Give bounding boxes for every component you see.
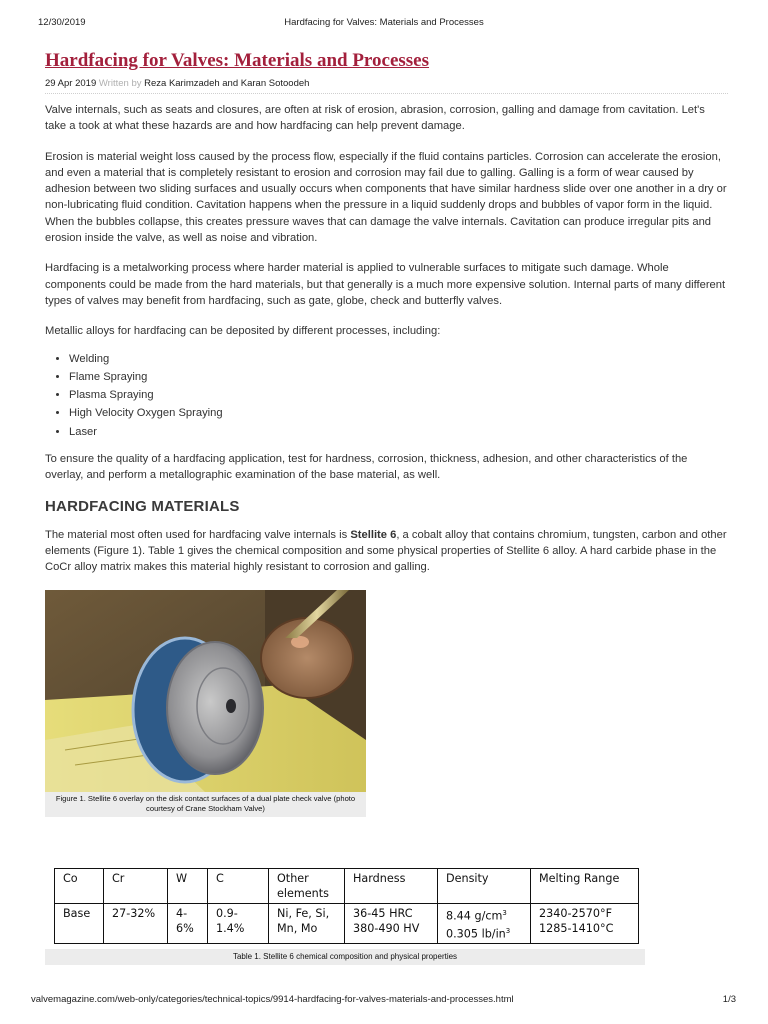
melting-celsius: 1285-1410°C — [539, 922, 614, 935]
hardness-hv: 380-490 HV — [353, 922, 420, 935]
table-1-container — [45, 868, 645, 965]
cell-cr: 27-32% — [104, 904, 168, 944]
list-item: • Laser — [69, 423, 728, 441]
paragraph-materials — [45, 527, 728, 576]
section-heading: HARDFACING MATERIALS — [45, 497, 240, 515]
written-by-label: Written by — [98, 78, 142, 89]
melting-fahrenheit: 2340-2570°F — [539, 907, 613, 920]
density-metric — [446, 906, 524, 924]
materials-text-before: The material most often used for hardfacing valve internals is — [45, 528, 351, 541]
list-item: • Flame Spraying — [69, 368, 728, 386]
header-other-elements: Other elements — [269, 869, 345, 904]
header-w: W — [168, 869, 208, 904]
cell-c: 0.9-1.4% — [208, 904, 269, 944]
table-row — [55, 904, 639, 944]
header-hardness: Hardness — [345, 869, 438, 904]
density-imperial-value: 0.305 lb/in — [446, 927, 506, 941]
density-metric-value: 8.44 g/cm — [446, 909, 503, 923]
density-imperial — [446, 924, 524, 942]
stellite-6-table — [54, 868, 639, 944]
header-melting-range: Melting Range — [531, 869, 639, 904]
figure-1 — [45, 590, 366, 817]
article-title[interactable]: Hardfacing for Valves: Materials and Processes — [45, 50, 430, 71]
header-co: Co — [55, 869, 104, 904]
print-header-title: Hardfacing for Valves: Materials and Processes — [284, 17, 484, 28]
table-caption: Table 1. Stellite 6 chemical composition and physical properties — [45, 949, 645, 965]
print-date: 12/30/2019 — [38, 17, 86, 28]
list-item: • High Velocity Oxygen Spraying — [69, 404, 728, 422]
paragraph-quality: To ensure the quality of a hardfacing application, test for hardness, corrosion, thickness, adhesion, and other characteristics of the overlay, and perform a metallographic examination of the base material, as well. — [45, 453, 688, 482]
byline — [45, 78, 728, 94]
density-imperial-exponent: 3 — [505, 926, 511, 935]
valve-disk-photo[interactable] — [45, 590, 366, 792]
paragraph-intro: Valve internals, such as seats and closures, are often at risk of erosion, abrasion, corrosion, galling and damage from cavitation. Let's take a took at what these hazards are and how hardfacing can help prevent damage. — [45, 104, 705, 133]
header-density: Density — [438, 869, 531, 904]
table-header-row — [55, 869, 639, 904]
list-item: • Plasma Spraying — [69, 386, 728, 404]
list-item: • Welding — [69, 350, 728, 368]
header-c: C — [208, 869, 269, 904]
cell-melting-range — [531, 904, 639, 944]
density-metric-exponent: 3 — [502, 909, 507, 917]
print-footer-url: valvemagazine.com/web-only/categories/technical-topics/9914-hardfacing-for-valves-materials-and-processes.html — [31, 994, 514, 1005]
article — [45, 50, 728, 817]
cell-co: Base — [55, 904, 104, 944]
cell-w: 4-6% — [168, 904, 208, 944]
stellite-6-term: Stellite 6 — [350, 528, 397, 541]
paragraph-erosion: Erosion is material weight loss caused by the process flow, especially if the fluid contains particles. Corrosion can accelerate the erosion, and even a material that is completely resistant to erosion and corrosion may fail due to galling. Galling is a form of wear caused by adhesion between two sliding surfaces and usually occurs when components that have similar hardness slide over one another in a dry or non-lubricating fluid condition. Cavitation happens when the pressure in a liquid suddenly drops and bubbles of vapor form in the liquid. When the bubbles collapse, this creates pressure waves that can damage the valve internals. Cavitation can produce irregular pits and erosion inside the valve, as well as noise and vibration. — [45, 150, 727, 245]
process-list — [45, 350, 728, 441]
header-cr: Cr — [104, 869, 168, 904]
cell-other: Ni, Fe, Si, Mn, Mo — [269, 904, 345, 944]
cell-density — [438, 904, 531, 944]
paragraph-hardfacing: Hardfacing is a metalworking process where harder material is applied to vulnerable surfaces to mitigate such damage. Whole components could be made from the hard materials, but that generally is a much more expensive solution. Internal parts of many different types of valves may benefit from hardfacing, such as gate, globe, check and butterfly valves. — [45, 262, 726, 307]
paragraph-processes-intro: Metallic alloys for hardfacing can be deposited by different processes, including: — [45, 325, 441, 338]
figure-caption: Figure 1. Stellite 6 overlay on the disk contact surfaces of a dual plate check valve (photo courtesy of Crane Stockham Valve) — [55, 793, 356, 813]
page-number: 1/3 — [722, 994, 736, 1005]
materials-text-after: , a cobalt alloy that contains chromium, tungsten, carbon and other elements (Figure 1). Table 1 gives the chemical composition and some physical properties of Stellite 6 alloy. A hard carbide phase in the CoCr alloy matrix makes this material highly resistant to corrosion and galling. — [45, 528, 727, 574]
hardness-hrc: 36-45 HRC — [353, 907, 413, 920]
cell-hardness — [345, 904, 438, 944]
publish-date: 29 Apr 2019 — [45, 78, 97, 89]
authors: Reza Karimzadeh and Karan Sotoodeh — [144, 78, 310, 89]
